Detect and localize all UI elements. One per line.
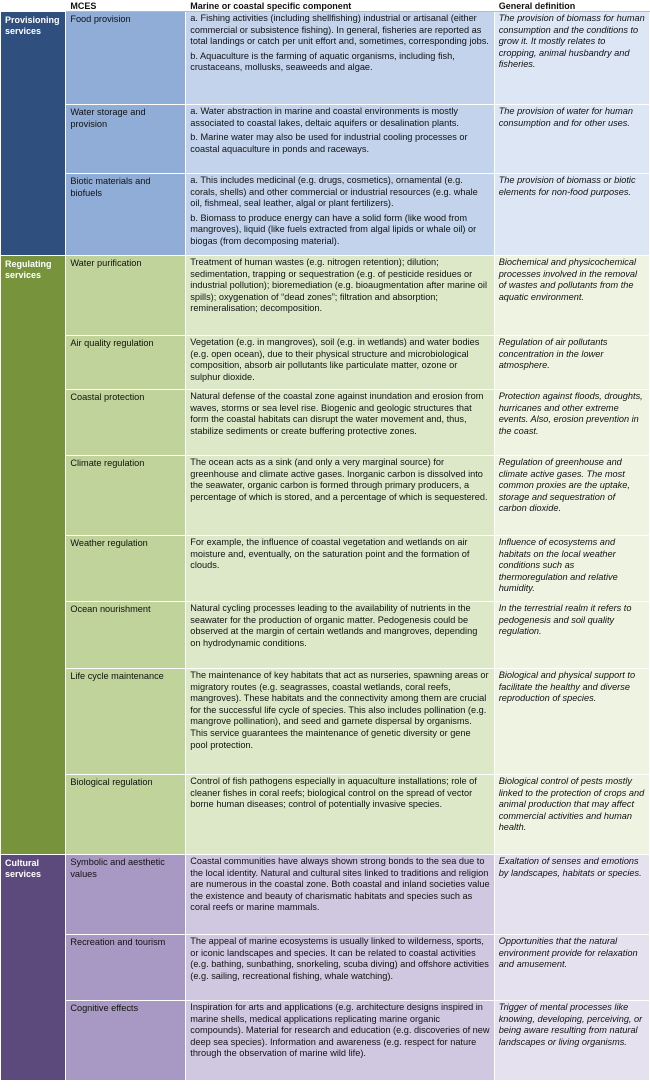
service-definition: The provision of biomass or biotic elements for non-food purposes.	[494, 174, 649, 256]
table-row	[1, 456, 650, 536]
service-component: Treatment of human wastes (e.g. nitrogen retention); dilution; sedimentation, trapping or sequestration (e.g. of pesticide residues or industrial pollution); bioremediation (e.g. bioaugmentation after marine oil spills); oxygenation of “dead zones”; filtration and absorption; remineralisation; decomposition.	[186, 256, 494, 336]
service-component	[186, 12, 494, 105]
category-cultural: Cultural services	[1, 855, 66, 1081]
table-row	[1, 935, 650, 1001]
service-name: Biotic materials and biofuels	[66, 174, 186, 256]
component-part-a: a. Water abstraction in marine and coastal environments is mostly associated to coastal lakes, deltaic aquifers or desalination plants.	[190, 106, 459, 128]
component-part-b: b. Aquaculture is the farming of aquatic organisms, including fish, crustaceans, mollusks, seaweeds and algae.	[190, 50, 455, 73]
service-name: Biological regulation	[66, 775, 186, 855]
table-row	[1, 256, 650, 336]
component-part-a: a. This includes medicinal (e.g. drugs, cosmetics), ornamental (e.g. corals, shells) and other commercial or industrial resources (e.g. whale oil, fishmeal, seal leather, algal or plant fertilizers).	[190, 175, 478, 209]
component-part-a: a. Fishing activities (including shellfishing) industrial or artisanal (either commercial or subsistence fishing). In general, fisheries are reported as total landings or catch per unit effort and, sometimes, corresponding jobs.	[190, 13, 489, 47]
service-component: For example, the influence of coastal vegetation and wetlands on air moisture and, eventually, on the saturation point and the formation of clouds.	[186, 536, 494, 602]
service-component: Coastal communities have always shown strong bonds to the sea due to the local identity. Natural and cultural sites linked to traditions and religion are numerous in the coastal zone. Both coastal and inland societies value the existence and beauty of charismatic habitats and species such as coral reefs or marine mammals.	[186, 855, 494, 935]
service-component	[186, 105, 494, 174]
component-part-b: b. Marine water may also be used for industrial cooling processes or coastal aquaculture in ponds and raceways.	[190, 132, 468, 154]
service-name: Cognitive effects	[66, 1001, 186, 1081]
service-name: Symbolic and aesthetic values	[66, 855, 186, 935]
service-component: Natural cycling processes leading to the availability of nutrients in the seawater for the production of organic matter. Pedogenesis could be observed at the margin of certain wetlands and mangroves, depending on hydrodynamic conditions.	[186, 602, 494, 669]
service-name: Ocean nourishment	[66, 602, 186, 669]
table-row	[1, 174, 650, 256]
table-row	[1, 336, 650, 390]
service-name: Climate regulation	[66, 456, 186, 536]
header-mces: MCES	[66, 1, 186, 12]
service-component: The maintenance of key habitats that act as nurseries, spawning areas or migratory routes (e.g. seagrasses, coastal wetlands, coral reefs, mangroves). These habitats and the connectivity among them are crucial for the successful life cycle of species. This also includes pollination (e.g. mangrove pollination), and seed and garnete dispersal by organisms. This service guarantees the maintenance of genetic diversity or gene pool protection.	[186, 669, 494, 775]
service-name: Food provision	[66, 12, 186, 105]
table-header-row	[1, 1, 650, 12]
header-component: Marine or coastal specific component	[186, 1, 494, 12]
table-row	[1, 602, 650, 669]
service-definition: Biological control of pests mostly linked to the protection of crops and animal production that may affect commercial activities and human health.	[494, 775, 649, 855]
header-definition: General definition	[494, 1, 649, 12]
service-component: The ocean acts as a sink (and only a very marginal source) for greenhouse and climate active gases. Inorganic carbon is dissolved into the seawater, organic carbon is formed through primary producers, a percentage of which is stored, and a percentage of which is sequestered.	[186, 456, 494, 536]
service-definition: The provision of water for human consumption and for other uses.	[494, 105, 649, 174]
table-row	[1, 1001, 650, 1081]
service-name: Recreation and tourism	[66, 935, 186, 1001]
service-definition: Trigger of mental processes like knowing, developing, perceiving, or being aware resulting from natural landscapes or living organisms.	[494, 1001, 649, 1081]
service-definition: In the terrestrial realm it refers to pedogenesis and soil quality regulation.	[494, 602, 649, 669]
category-provisioning: Provisioning services	[1, 12, 66, 256]
table-row	[1, 669, 650, 775]
category-regulating: Regulating services	[1, 256, 66, 855]
table-row	[1, 775, 650, 855]
service-definition: Influence of ecosystems and habitats on the local weather conditions such as thermoregulation and relative humidity.	[494, 536, 649, 602]
table-row	[1, 105, 650, 174]
table-row	[1, 12, 650, 105]
service-name: Coastal protection	[66, 390, 186, 456]
service-definition: Protection against floods, droughts, hurricanes and other extreme events. Also, erosion prevention in the coast.	[494, 390, 649, 456]
service-component	[186, 174, 494, 256]
service-definition: Biological and physical support to facilitate the healthy and diverse reproduction of species.	[494, 669, 649, 775]
table-row	[1, 390, 650, 456]
service-definition: The provision of biomass for human consumption and the conditions to grow it. It mostly relates to cropping, animal husbandry and fisheries.	[494, 12, 649, 105]
service-name: Water purification	[66, 256, 186, 336]
header-category	[1, 1, 66, 12]
service-definition: Opportunities that the natural environment provide for relaxation and amusement.	[494, 935, 649, 1001]
table-row	[1, 536, 650, 602]
service-definition: Biochemical and physicochemical processes involved in the removal of wastes and pollutants from the aquatic environment.	[494, 256, 649, 336]
component-part-b: b. Biomass to produce energy can have a solid form (like wood from mangroves), liquid (like fuels extracted from algal lipids or whale oil) or biogas (from decomposing material).	[190, 212, 477, 246]
service-component: Vegetation (e.g. in mangroves), soil (e.g. in wetlands) and water bodies (e.g. open ocean), due to their physical structure and microbiological composition, absorb air pollutants like particulate matter, ozone or sulphur dioxide.	[186, 336, 494, 390]
service-component: Control of fish pathogens especially in aquaculture installations; role of cleaner fishes in coral reefs; biological control on the spread of vector borne human diseases; control of potentially invasive species.	[186, 775, 494, 855]
service-definition: Exaltation of senses and emotions by landscapes, habitats or species.	[494, 855, 649, 935]
service-definition: Regulation of greenhouse and climate active gases. The most common proxies are the uptake, storage and sequestration of carbon dioxide.	[494, 456, 649, 536]
service-component: Inspiration for arts and applications (e.g. architecture designs inspired in marine shells, medical applications replicating marine organic compounds). Material for research and education (e.g. discoveries of new deep sea species). Information and awareness (e.g. respect for nature through the observation of marine wild life).	[186, 1001, 494, 1081]
service-name: Water storage and provision	[66, 105, 186, 174]
service-component: The appeal of marine ecosystems is usually linked to wilderness, sports, or iconic landscapes and species. It can be related to coastal activities (e.g. bathing, sunbathing, snorkeling, scuba diving) and offshore activities (e.g. sailing, recreational fishing, whale watching).	[186, 935, 494, 1001]
service-name: Life cycle maintenance	[66, 669, 186, 775]
service-component: Natural defense of the coastal zone against inundation and erosion from waves, storms or sea level rise. Biogenic and geologic structures that form the coastal habitats can disrupt the water movement and, thus, stabilize sediments or create buffering protective zones.	[186, 390, 494, 456]
service-definition: Regulation of air pollutants concentration in the lower atmosphere.	[494, 336, 649, 390]
service-name: Air quality regulation	[66, 336, 186, 390]
service-name: Weather regulation	[66, 536, 186, 602]
table-row	[1, 855, 650, 935]
